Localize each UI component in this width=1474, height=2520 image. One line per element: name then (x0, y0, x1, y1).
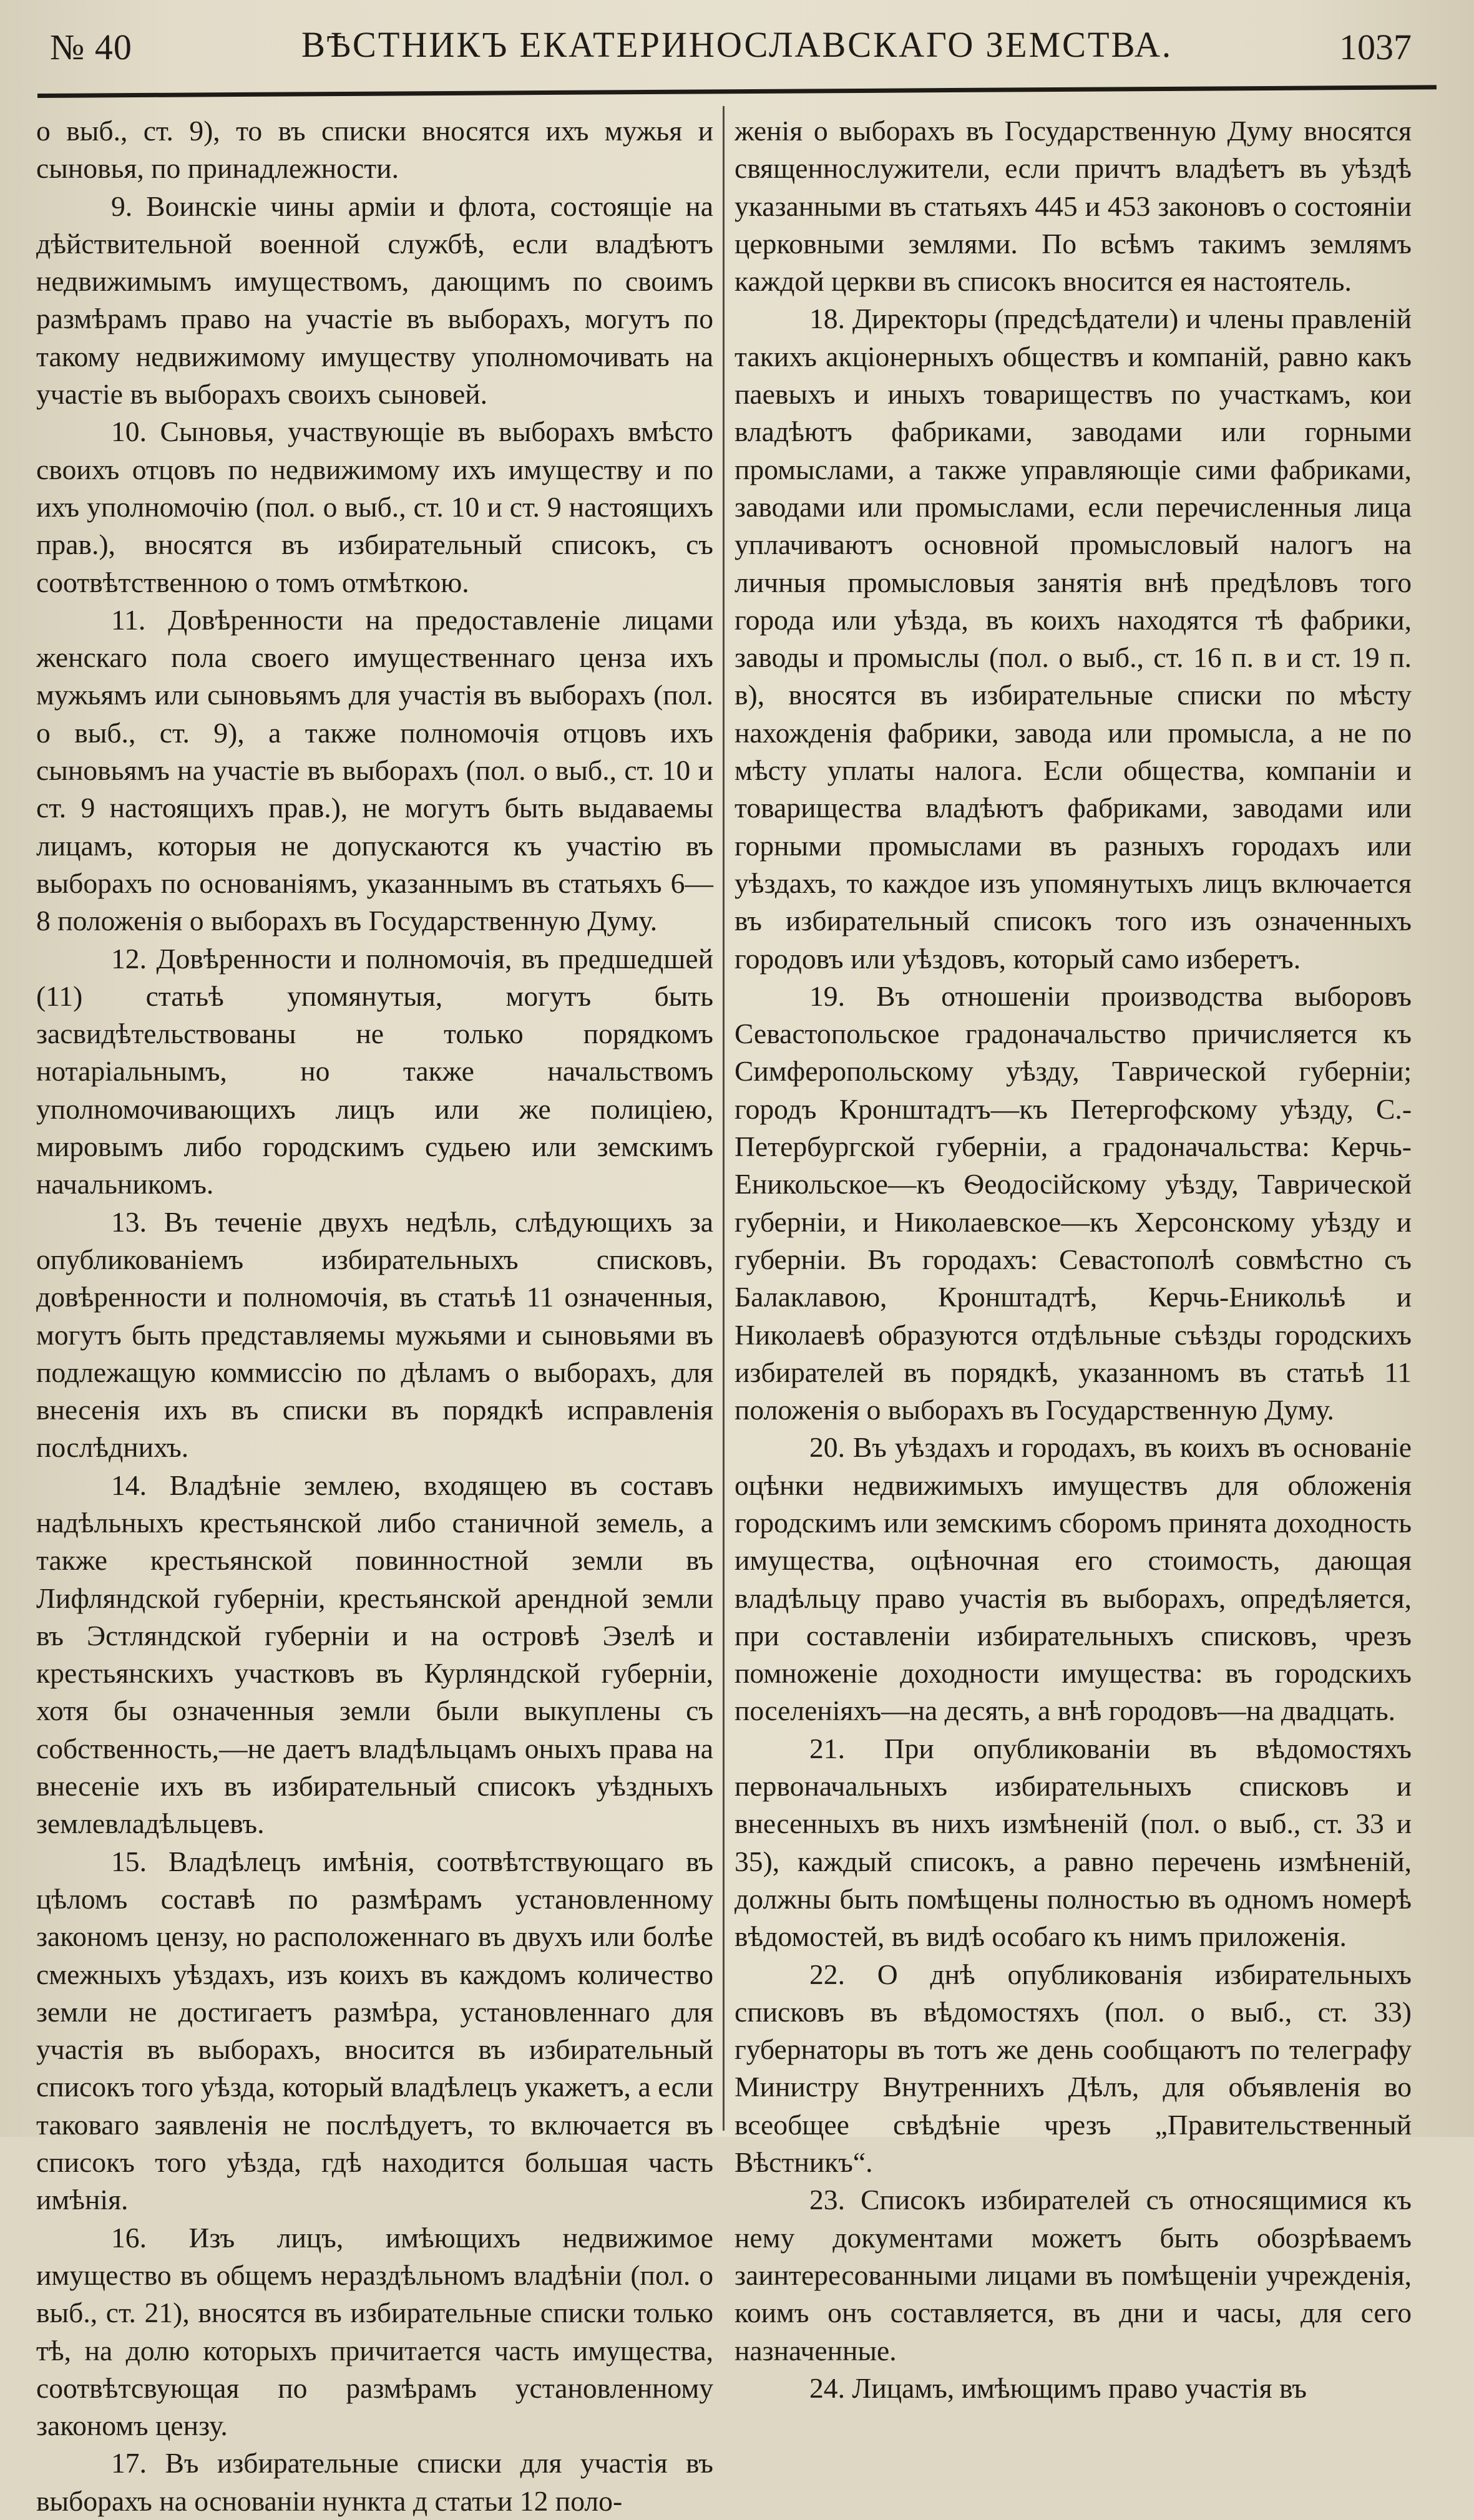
right-column (735, 112, 1412, 2404)
paragraph: 18. Директоры (предсѣдатели) и члены правленiй такихъ акцiонерныхъ обществъ и компанiй, равно какъ паевыхъ и иныхъ товариществъ по участкамъ, кои владѣютъ фабриками, заводами или горными промыслами, а также управляющiе сими фабриками, заводами или промыслами, если перечисленныя лица уплачиваютъ основной промысловый налогъ на личныя промысловыя занятiя внѣ предѣловъ того города или уѣзда, въ коихъ находятся тѣ фабрики, заводы и промыслы (пол. о выб., ст. 16 п. в и ст. 19 п. в), вносятся въ избирательные списки по мѣсту нахожденiя фабрики, завода или промысла, а не по мѣсту уплаты налога. Если общества, компанiи и товарищества владѣютъ фабриками, заводами или горными промыслами въ разныхъ городахъ или уѣздахъ, то каждое изъ упомянутыхъ лицъ включается въ избирательный списокъ того изъ означенныхъ городовъ или уѣздовъ, который само изберетъ. (735, 303, 1412, 975)
paragraph: 16. Изъ лицъ, имѣющихъ недвижимое имущество въ общемъ нераздѣльномъ владѣнiи (пол. о выб., ст. 21), вносятся въ избирательные списки только тѣ, на долю которыхъ причитается часть имущества, соотвѣтсвующая по размѣрамъ установленному закономъ цензу. (36, 2221, 713, 2442)
page-number: 1037 (1339, 27, 1412, 67)
paragraph: 14. Владѣнiе землею, входящею въ составъ надѣльныхъ крестьянской либо станичной земель, а также крестьянской повинностной земли въ Лифляндской губернiи, крестьянской арендной земли въ Эстляндской губернiи и на островѣ Эзелѣ и крестьянскихъ участковъ въ Курляндской губернiи, хотя бы означенныя земли были выкуплены съ собственность,—не даетъ владѣльцамъ оныхъ права на внесенiе ихъ въ избирательный списокъ уѣздныхъ землевладѣльцевъ. (36, 1469, 713, 1840)
left-column (36, 112, 713, 2517)
paragraph: 20. Въ уѣздахъ и городахъ, въ коихъ въ основанiе оцѣнки недвижимыхъ имуществъ для обложенiя городскимъ или земскимъ сборомъ принята доходность имущества, оцѣночная его стоимость, дающая владѣльцу право участiя въ выборахъ, опредѣляется, при составленiи избирательныхъ списковъ, чрезъ помноженiе доходности имущества: въ городскихъ поселенiяхъ—на десять, а внѣ городовъ—на двадцать. (735, 1431, 1412, 1727)
column-divider (723, 106, 725, 2131)
page-header (37, 20, 1437, 70)
paragraph: женiя о выборахъ въ Государственную Думу вносятся священнослужители, если причтъ владѣетъ въ уѣздѣ указанными въ статьяхъ 445 и 453 законовъ о состоянiи церковными землями. По всѣмъ такимъ землямъ каждой церкви въ списокъ вносится ея настоятель. (735, 115, 1412, 298)
paragraph: о выб., ст. 9), то въ списки вносятся ихъ мужья и сыновья, по принадлежности. (36, 115, 713, 185)
paragraph: 12. Довѣренности и полномочiя, въ предшедшей (11) статьѣ упомянутыя, могутъ быть засвидѣтельствованы не только порядкомъ нотарiальнымъ, но также начальствомъ уполномочивающихъ лицъ или же полицiею, мировымъ либо городскимъ судьею или земскимъ начальникомъ. (36, 942, 713, 1200)
paragraph: 21. При опубликованiи въ вѣдомостяхъ первоначальныхъ избирательныхъ списковъ и внесенныхъ въ нихъ измѣненiй (пол. о выб., ст. 33 и 35), каждый списокъ, а равно перечень измѣненiй, должны быть помѣщены полностью въ одномъ номерѣ вѣдомостей, въ видѣ особаго къ нимъ приложенiя. (735, 1732, 1412, 1953)
paragraph: 23. Списокъ избирателей съ относящимися къ нему документами можетъ быть обозрѣваемъ заинтересованными лицами въ помѣщенiи учрежденiя, коимъ онъ составляется, въ дни и часы, для сего назначенные. (735, 2184, 1412, 2367)
paragraph: 9. Воинскiе чины армiи и флота, состоящiе на дѣйствительной военной службѣ, если владѣютъ недвижимымъ имуществомъ, дающимъ по своимъ размѣрамъ право на участiе въ выборахъ, могутъ по такому недвижимому имуществу уполномочивать на участiе въ выборахъ своихъ сыновей. (36, 190, 713, 411)
paragraph: 24. Лицамъ, имѣющимъ право участiя въ (809, 2372, 1307, 2404)
journal-title: ВѢСТНИКЪ ЕКАТЕРИНОСЛАВСКАГО ЗЕМСТВА. (301, 24, 1173, 65)
paragraph: 22. О днѣ опубликованiя избирательныхъ списковъ въ вѣдомостяхъ (пол. о выб., ст. 33) губернаторы въ тотъ же день сообщаютъ по телеграфу Министру Внутреннихъ Дѣлъ, для объявленiя во всеобщее свѣдѣнiе чрезъ „Правительственный Вѣстникъ“. (735, 1958, 1412, 2179)
paragraph: 19. Въ отношенiи производства выборовъ Севастопольское градоначальство причисляется къ Симферопольскому уѣзду, Таврической губернiи; городъ Кронштадтъ—къ Петергофскому уѣзду, С.-Петербургской губернiи, а градоначальства: Керчь-Еникольское—къ Ѳеодосiйскому уѣзду, Таврической губернiи, и Николаевское—къ Херсонскому уѣзду и губернiи. Въ городахъ: Севастополѣ совмѣстно съ Балаклавою, Кронштадтѣ, Керчь-Еникольѣ и Николаевѣ образуются отдѣльные съѣзды городскихъ избирателей въ порядкѣ, указанномъ въ статьѣ 11 положенiя о выборахъ въ Государственную Думу. (735, 980, 1412, 1426)
issue-number: № 40 (50, 27, 132, 67)
paragraph: 13. Въ теченiе двухъ недѣль, слѣдующихъ за опубликованiемъ избирательныхъ списковъ, довѣренности и полномочiя, въ статьѣ 11 означенныя, могутъ быть представляемы мужьями и сыновьями въ подлежащую коммиссiю по дѣламъ о выборахъ, для внесенiя ихъ въ списки въ порядкѣ исправленiя послѣднихъ. (36, 1205, 713, 1464)
paragraph: 10. Сыновья, участвующiе въ выборахъ вмѣсто своихъ отцовъ по недвижимому ихъ имуществу и по ихъ уполномочiю (пол. о выб., ст. 10 и ст. 9 настоящихъ прав.), вносятся въ избирательный списокъ, съ соотвѣтственною о томъ отмѣткою. (36, 416, 713, 598)
paragraph: 11. Довѣренности на предоставленiе лицами женскаго пола своего имущественнаго ценза ихъ мужьямъ или сыновьямъ для участiя въ выборахъ (пол. о выб., ст. 9), а также полномочiя отцовъ ихъ сыновьямъ на участiе въ выборахъ (пол. о выб., ст. 10 и ст. 9 настоящихъ прав.), не могутъ быть выдаваемы лицамъ, которыя не допускаются къ участiю въ выборахъ по основанiямъ, указаннымъ въ статьяхъ 6—8 положенiя о выборахъ въ Государственную Думу. (36, 603, 713, 937)
paragraph: 15. Владѣлецъ имѣнiя, соотвѣтствующаго въ цѣломъ составѣ по размѣрамъ установленному закономъ цензу, но расположеннаго въ двухъ или болѣе смежныхъ уѣздахъ, изъ коихъ въ каждомъ количество земли не достигаетъ размѣра, установленнаго для участiя въ выборахъ, вносится въ избирательный списокъ того уѣзда, который владѣлецъ укажетъ, а если таковаго заявленiя не послѣдуетъ, то включается въ списокъ того уѣзда, гдѣ находится большая часть имѣнiя. (36, 1845, 713, 2216)
header-rule (37, 85, 1437, 98)
paragraph: 17. Въ избирательные списки для участiя въ выборахъ на основанiи нункта д статьи 12 поло- (36, 2447, 713, 2517)
